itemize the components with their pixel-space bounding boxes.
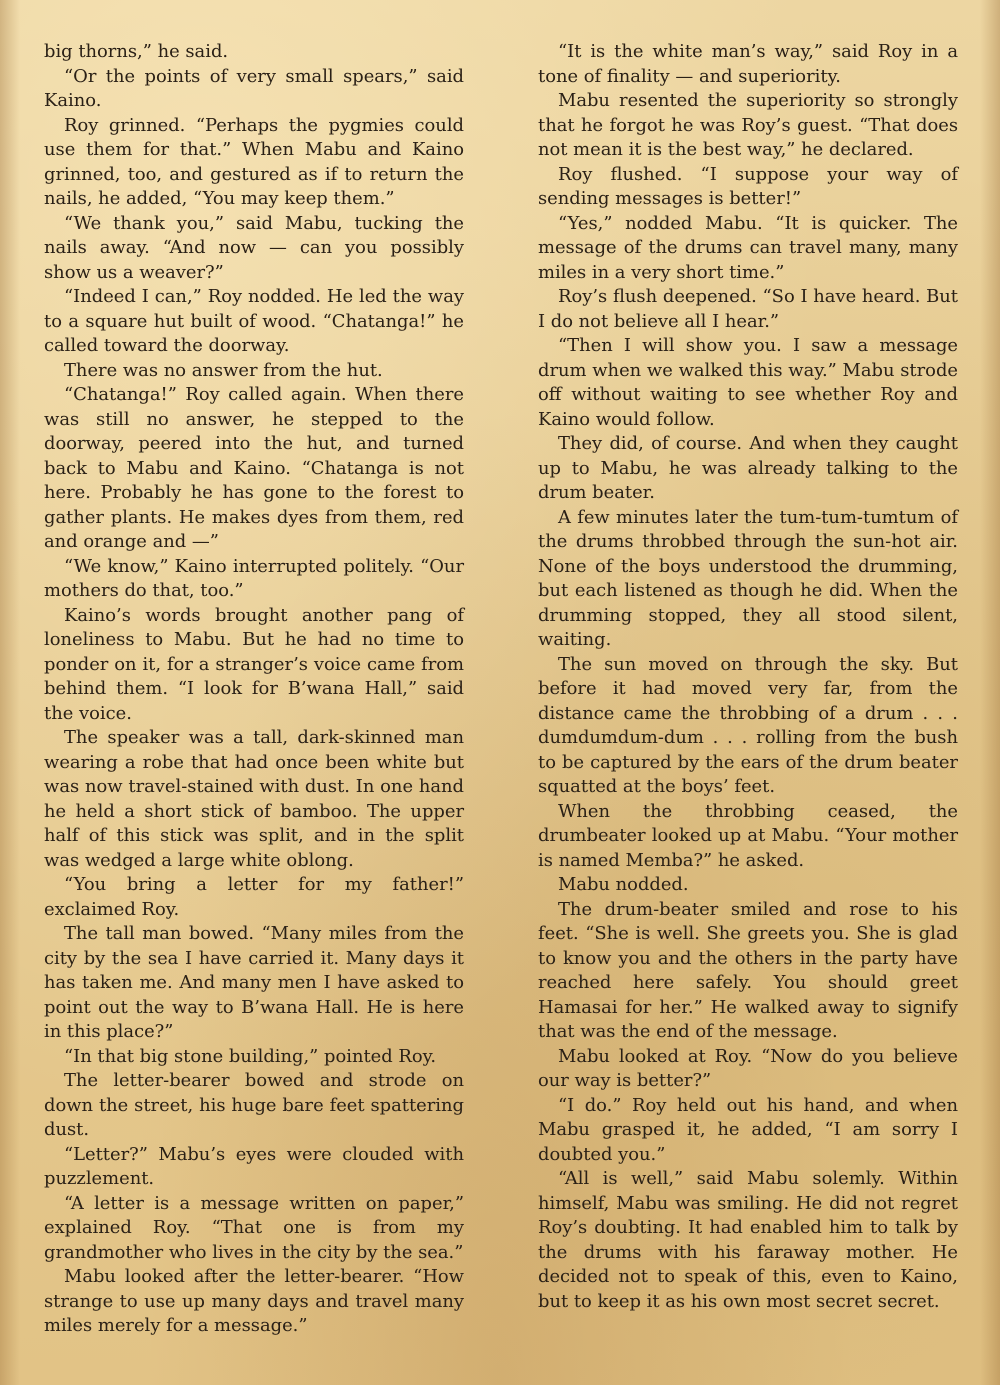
paragraph: Mabu resented the superiority so strongly that he forgot he was Roy’s guest. “That does not mean it is the best way,” he declared. [538, 90, 958, 160]
paragraph: “Indeed I can,” Roy nodded. He led the way to a square hut built of wood. “Chatanga!” he called toward the doorway. [44, 286, 464, 356]
paragraph: “Or the points of very small spears,” said Kaino. [44, 65, 464, 111]
paragraph: A few minutes later the tum-tum-tumtum of the drums throbbed through the sun-hot air. None of the boys understood the drumming, but each listened as though he did. When the drumming stopped, they all stood silent, waiting. [538, 506, 958, 650]
paragraph: big thorns,” he said. [44, 41, 229, 62]
paragraph: “I do.” Roy held out his hand, and when Mabu grasped it, he added, “I am sorry I doubted you.” [538, 1094, 958, 1165]
page-edge-shadow-right [980, 0, 1000, 1385]
paragraph: The sun moved on through the sky. But before it had moved very far, from the distance came the throbbing of a drum . . . dumdumdum-dum . . . rolling from the bush to be captured by the ears of the drum beater squatted at the boys’ feet. [538, 653, 958, 797]
paragraph: “We thank you,” said Mabu, tucking the nails away. “And now — can you possibly show us a weaver?” [44, 212, 464, 283]
paragraph: “In that big stone building,” pointed Roy. [64, 1045, 437, 1067]
paragraph: Kaino’s words brought another pang of loneliness to Mabu. But he had no time to ponder on it, for a stranger’s voice came from behind them. “I look for B’wana Hall,” said the voice. [44, 604, 464, 724]
page-edge-shadow-left [0, 0, 20, 1385]
paragraph: “Chatanga!” Roy called again. When there was still no answer, he stepped to the doorway, peered into the hut, and turned back to Mabu and Kaino. “Chatanga is not here. Probably he has gone to the forest to gather plants. He makes dyes from them, red and orange and —” [44, 384, 464, 552]
paragraph: Mabu looked after the letter-bearer. “How strange to use up many days and travel many miles merely for a message.” [44, 1266, 464, 1336]
right-text-column [538, 40, 958, 1314]
paragraph: “All is well,” said Mabu solemly. Within himself, Mabu was smiling. He did not regret Roy’s doubting. It had enabled him to talk by the drums with his faraway mother. He decided not to speak of this, even to Kaino, but to keep it as his own most secret secret. [538, 1168, 958, 1312]
paragraph: “A letter is a message written on paper,” explained Roy. “That one is from my grandmother who lives in the city by the sea.” [44, 1192, 464, 1263]
paragraph: Roy grinned. “Perhaps the pygmies could use them for that.” When Mabu and Kaino grinned, too, and gestured as if to return the nails, he added, “You may keep them.” [44, 114, 464, 209]
paragraph: Roy flushed. “I suppose your way of sending messages is better!” [538, 163, 958, 209]
paragraph: “You bring a letter for my father!” exclaimed Roy. [44, 874, 464, 920]
paragraph: The drum-beater smiled and rose to his feet. “She is well. She greets you. She is glad to know you and the others in the party have reached here safely. You should greet Hamasai for her.” He walked away to signify that was the end of the message. [538, 898, 958, 1042]
paragraph: When the throbbing ceased, the drumbeater looked up at Mabu. “Your mother is named Memba?” he asked. [538, 800, 958, 871]
paragraph: “Letter?” Mabu’s eyes were clouded with puzzlement. [44, 1143, 464, 1189]
paragraph: The speaker was a tall, dark-skinned man wearing a robe that had once been white but was now travel-stained with dust. In one hand he held a short stick of bamboo. The upper half of this stick was split, and in the split was wedged a large white oblong. [44, 727, 464, 871]
paragraph: They did, of course. And when they caught up to Mabu, he was already talking to the drum beater. [538, 433, 958, 503]
left-text-column [44, 40, 464, 1339]
paragraph: The tall man bowed. “Many miles from the city by the sea I have carried it. Many days it has taken me. And many men I have asked to point out the way to B’wana Hall. He is here in this place?” [44, 923, 464, 1042]
paragraph: There was no answer from the hut. [64, 359, 383, 381]
paragraph: “Then I will show you. I saw a message drum when we walked this way.” Mabu strode off without waiting to see whether Roy and Kaino would follow. [538, 335, 958, 430]
paragraph: “Yes,” nodded Mabu. “It is quicker. The message of the drums can travel many, many miles in a very short time.” [538, 212, 958, 283]
paragraph: “It is the white man’s way,” said Roy in a tone of finality — and superiority. [538, 41, 958, 87]
paragraph: The letter-bearer bowed and strode on down the street, his huge bare feet spattering dust. [44, 1070, 464, 1140]
paragraph: “We know,” Kaino interrupted politely. “Our mothers do that, too.” [44, 555, 464, 601]
paragraph: Mabu looked at Roy. “Now do you believe our way is better?” [538, 1045, 958, 1091]
paragraph: Roy’s flush deepened. “So I have heard. But I do not believe all I hear.” [538, 286, 958, 332]
paragraph: Mabu nodded. [558, 874, 689, 895]
